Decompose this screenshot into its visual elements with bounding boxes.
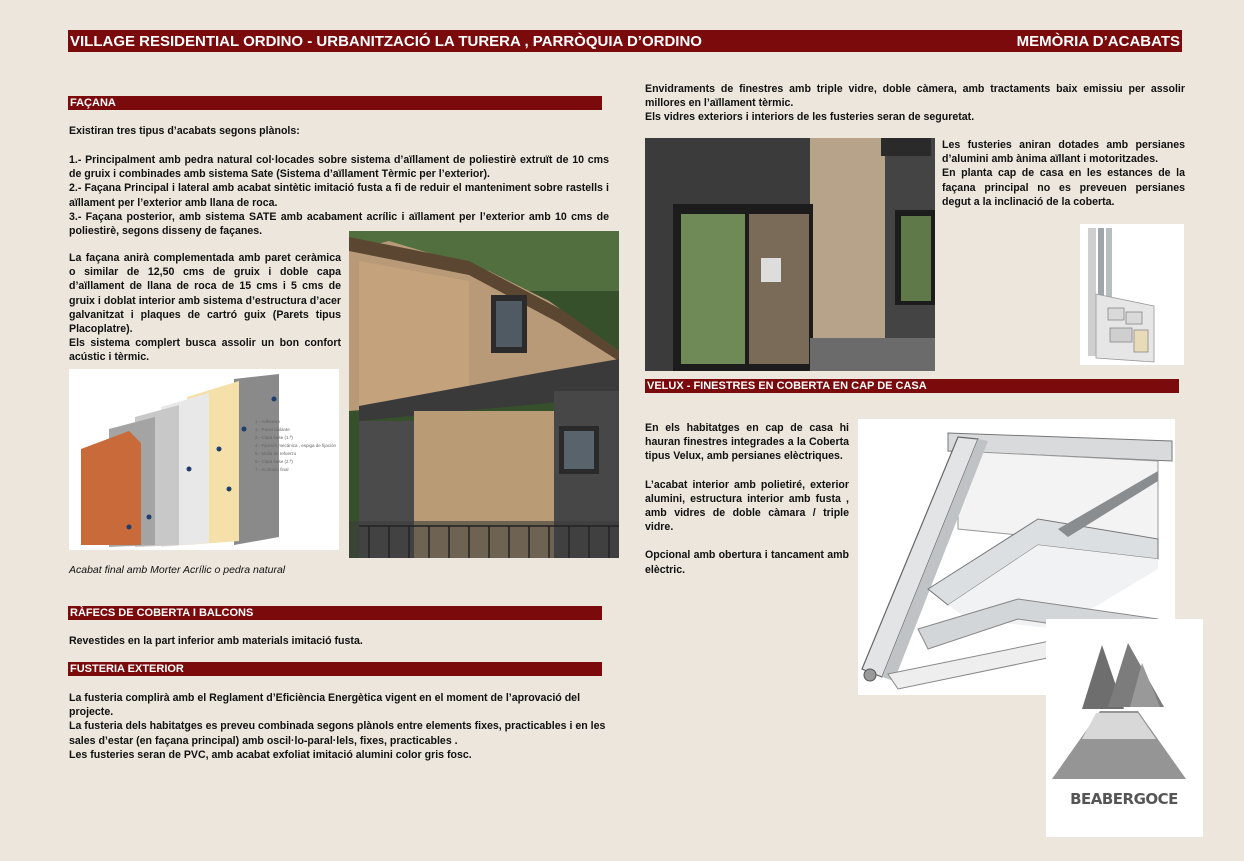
house-facade-photo (349, 231, 619, 558)
pvc-profile-image (1080, 224, 1184, 365)
velux-text (645, 421, 849, 577)
company-logo (1046, 619, 1203, 837)
velux-paragraph-2: L’acabat interior amb polietiré, exterior alumini, estructura interior amb fusta , amb vidres de doble càmara / triple vidre. (645, 478, 849, 534)
glazing-line-1: Envidraments de finestres amb triple vidre, doble càmera, amb tractaments baix emissiu per assolir millores en l’aïllament tèrmic. (645, 83, 1185, 110)
logo-wordmark: BEABERGOCE (1070, 790, 1178, 808)
fusteria-line-2: La fusteria dels habitatges es preveu combinada segons plànols entre elements fixes, practicables i en les sales d’estar (en façana principal) amb oscil·lo-paral·lels, fixes, practicables . (69, 720, 606, 747)
legend-item-7: 7.- Acabado final (255, 467, 289, 472)
facade-image-caption: Acabat final amb Morter Acrílic o pedra natural (69, 564, 286, 576)
blinds-line-2: En planta cap de casa en les estances de la façana principal no es preveuen persianes degut a la inclinació de la coberta. (942, 167, 1185, 208)
blinds-line-1: Les fusteries aniran dotades amb persianes d’alumini amb ànima aïllant i motoritzades. (942, 139, 1185, 166)
section-heading-rafecs: RÀFECS DE COBERTA I BALCONS (68, 606, 602, 620)
legend-item-1: 1.- Adhesivo (255, 419, 280, 424)
fusteria-line-1: La fusteria complirà amb el Reglament d’Eficiència Energètica vigent en el moment de l’aprovació del projecte. (69, 692, 581, 719)
facana-paragraph-5: Els sistema complert busca assolir un bon confort acústic i tèrmic. (69, 337, 341, 364)
legend-item-4: 4.- Fijación mecánica , espiga de fijación (255, 443, 337, 448)
rafecs-text: Revestides en la part inferior amb materials imitació fusta. (69, 635, 363, 647)
facana-complement (69, 251, 341, 365)
section-heading-velux: VELUX - FINESTRES EN COBERTA EN CAP DE CASA (645, 379, 1179, 393)
facana-item-3: 3.- Façana posterior, amb sistema SATE amb acabament acrílic i aïllament per l’exterior amb 10 cms de poliestirè, segons disseny de façanes. (69, 210, 609, 238)
blinds-text (942, 138, 1185, 209)
title-bar (68, 30, 1182, 52)
insulation-layers-image (69, 369, 339, 550)
glazing-line-2: Els vidres exteriors i interiors de les fusteries seran de seguretat. (645, 111, 975, 124)
glazing-text (645, 82, 1185, 125)
facana-item-2: 2.- Façana Principal i lateral amb acabat sintètic imitació fusta a fi de reduir el manteniment sobre rastells i aïllament per l’exterior amb llana de roca. (69, 182, 609, 209)
window-photo (645, 138, 935, 371)
legend-item-6: 6.- Capa base (2.ª) (255, 459, 293, 464)
velux-paragraph-1: En els habitatges en cap de casa hi hauran finestres integrades a la Coberta tipus Velux, amb persianes elèctriques. (645, 422, 849, 463)
section-heading-facana: FAÇANA (68, 96, 602, 110)
document-title: VILLAGE RESIDENTIAL ORDINO - URBANITZACIÓ LA TURERA , PARRÒQUIA D’ORDINO (70, 32, 702, 50)
facana-paragraph-4: La façana anirà complementada amb paret ceràmica o similar de 12,50 cms de gruix i doble capa d’aïllament de llana de roca de 15 cms i 5 cms de gruix i doblat interior amb sistema d’estructura d’acer galvanitzat i plaques de cartró guix (Parets tipus Placoplatre). (69, 252, 341, 336)
facana-list (69, 153, 609, 238)
facana-intro: Existiran tres tipus d’acabats segons plànols: (69, 125, 300, 137)
section-heading-fusteria: FUSTERIA EXTERIOR (68, 662, 602, 676)
legend-item-5: 5.- Malla de refuerzo (255, 451, 297, 456)
document-subtitle: MEMÒRIA D’ACABATS (1016, 32, 1180, 50)
facana-item-1: 1.- Principalment amb pedra natural col·locades sobre sistema d’aïllament de poliestirè extruït de 10 cms de gruix i combinades amb sistema Sate (Sistema d’aïllament Tèrmic per l’exterior). (69, 154, 609, 181)
legend-item-2: 2.- Panel aislante (255, 427, 290, 432)
velux-paragraph-3: Opcional amb obertura i tancament amb elèctric. (645, 549, 849, 576)
legend-item-3: 3.- Capa base (1.ª) (255, 435, 293, 440)
fusteria-line-3: Les fusteries seran de PVC, amb acabat exfoliat imitació alumini color gris fosc. (69, 748, 472, 761)
fusteria-text (69, 691, 611, 762)
